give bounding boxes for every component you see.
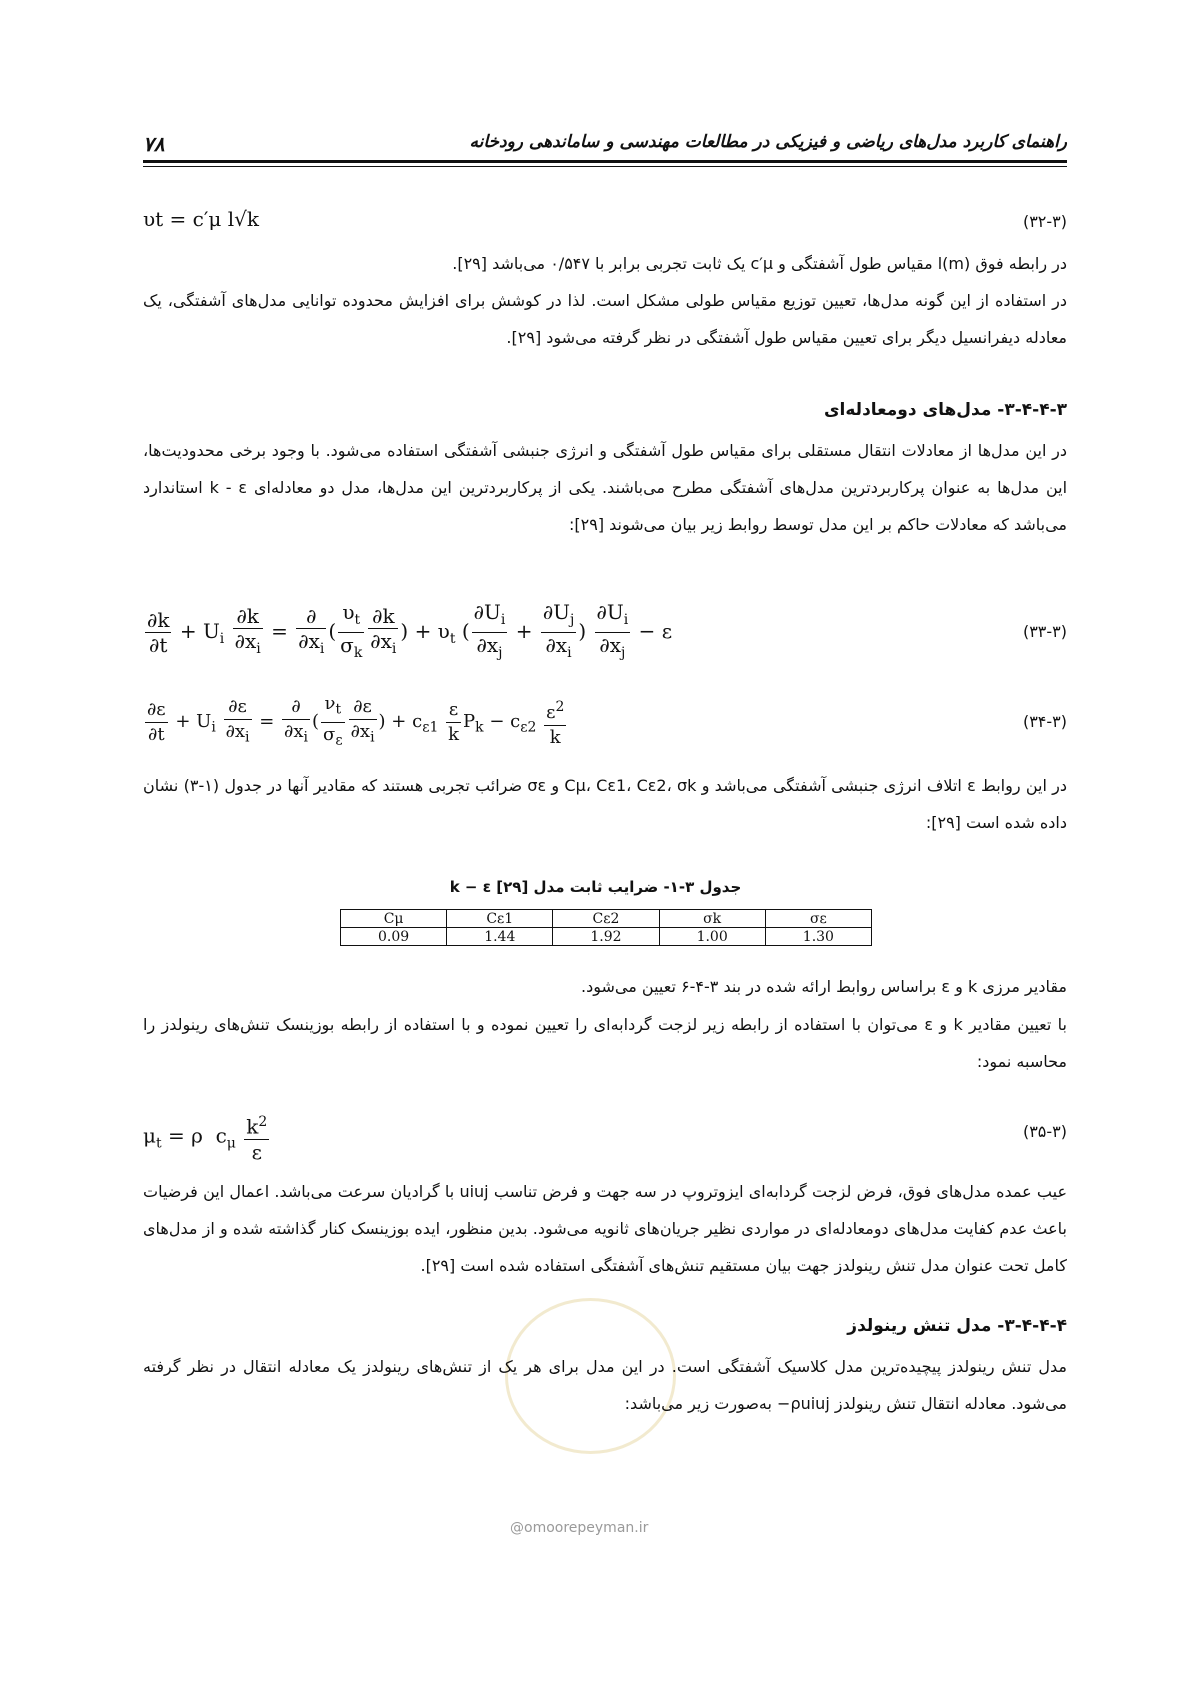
section-heading-reynolds-stress: ۳-۴-۴-۴- مدل تنش رینولدز bbox=[847, 1316, 1067, 1336]
table-caption: جدول ۳-۱- ضرایب ثابت مدل k − ε [۲۹] bbox=[449, 878, 742, 896]
table-cell: 1.44 bbox=[447, 928, 553, 946]
page-number: ۷۸ bbox=[143, 132, 165, 156]
paragraph-2: در استفاده از این گونه مدل‌ها، تعیین توزیع مقیاس طولی مشکل است. لذا در کوشش برای افزایش محدوده توانایی مدل‌های آشفتگی، یک معادله دیفرانسیل دیگر برای تعیین مقیاس طول آشفتگی در نظر گرفته می‌شود [۲۹]. bbox=[143, 291, 1067, 347]
watermark-url: @omoorepeyman.ir bbox=[510, 1520, 649, 1536]
table-cell: 1.00 bbox=[659, 928, 765, 946]
paragraph-3: در این مدل‌ها از معادلات انتقال مستقلی برای مقیاس طول آشفتگی و انرژی جنبشی آشفتگی استفاده می‌شود. با وجود برخی محدودیت‌ها، این مدل‌ها به عنوان پرکاربردترین مدل‌های آشفتگی مطرح می‌باشند. یکی از پرکاربردترین این مدل‌ها، مدل دو معادله‌ای k - ε استاندارد می‌باشد که معادلات حاکم بر این مدل توسط روابط زیر بیان می‌شوند [۲۹]: bbox=[143, 441, 1068, 534]
equation-35-number: (۳۵-۳) bbox=[1022, 1122, 1067, 1141]
table-header-cell: σε bbox=[765, 910, 871, 928]
equation-34-number: (۳۴-۳) bbox=[1022, 712, 1067, 731]
table-header-cell: Cμ bbox=[341, 910, 447, 928]
paragraph-1: در رابطه فوق l(m) مقیاس طول آشفتگی و c′μ یک ثابت تجربی برابر با ۰/۵۴۷ می‌باشد [۲۹]. bbox=[452, 254, 1067, 273]
table-row bbox=[341, 928, 872, 946]
table-cell: 0.09 bbox=[341, 928, 447, 946]
equation-33: $\frac{\partial k}{\partial t}$ + $U_i$ $\frac{\partial k}{\partial x_i}$ = $\frac{\partial}{\partial x_i}$ ( $\frac{\upsilon_t}{\sigma_k}$ $\frac{\partial k}{\partial x_i}$ ) + $\upsilon_t$ ( $\frac{\partial U_i}{\partial x_j}$ + $\frac{\partial U_j}{\partial x_i}$ ) $\frac{\partial U_i}{\partial x_j}$ − ε bbox=[147, 600, 673, 661]
coefficient-table bbox=[340, 909, 872, 946]
section-heading-two-equation: ۳-۴-۴-۳- مدل‌های دومعادله‌ای bbox=[823, 400, 1067, 420]
paragraph-4: در این روابط ε اتلاف انرژی جنبشی آشفتگی می‌باشد و Cμ، Cε1، Cε2، σk و σε ضرائب تجربی هستند که مقادیر آنها در جدول (۱-۳) نشان داده شده است [۲۹]: bbox=[143, 776, 1068, 832]
equation-34: $\frac{\partial\varepsilon}{\partial t}$ + $U_i$ $\frac{\partial\varepsilon}{\partial x_i}$ = $\frac{\partial}{\partial x_i}$ ( $\frac{\nu_t}{\sigma_\varepsilon}$ $\frac{\partial\varepsilon}{\partial x_i}$ ) + $c_{\varepsilon 1}$ $\frac{\varepsilon}{k}$ $P_k - c_{\varepsilon 2}$ $\frac{\varepsilon^2}{k}$ bbox=[147, 693, 565, 749]
paragraph-6: با تعیین مقادیر k و ε می‌توان با استفاده از رابطه زیر لزجت گردابه‌ای را تعیین نموده و با استفاده از رابطه بوزینسک تنش‌های رینولدز را محاسبه نمود: bbox=[143, 1015, 1067, 1071]
table-cell: 1.30 bbox=[765, 928, 871, 946]
equation-35: $\mu_t = \rho$ $c_\mu$ $\frac{k^2}{\varepsilon}$ bbox=[143, 1110, 271, 1164]
paragraph-5: مقادیر مرزی k و ε براساس روابط ارائه شده در بند ۳-۴-۶ تعیین می‌شود. bbox=[581, 977, 1067, 996]
table-header-cell: Cε1 bbox=[447, 910, 553, 928]
paragraph-8: مدل تنش رینولدز پیچیده‌ترین مدل کلاسیک آشفتگی است. در این مدل برای هر یک از تنش‌های رینولدز یک معادله انتقال در نظر گرفته می‌شود. معادله انتقال تنش رینولدز ρuiuj− به‌صورت زیر می‌باشد: bbox=[143, 1357, 1067, 1413]
equation-32-number: (۳۲-۳) bbox=[1022, 212, 1067, 231]
running-header: راهنمای کاربرد مدل‌های ریاضی و فیزیکی در مطالعات مهندسی و ساماندهی رودخانه bbox=[469, 132, 1067, 152]
table-header-cell: σk bbox=[659, 910, 765, 928]
table-header-row bbox=[341, 910, 872, 928]
table-cell: 1.92 bbox=[553, 928, 659, 946]
table-header-cell: Cε2 bbox=[553, 910, 659, 928]
equation-32: υt = c′μ l√k bbox=[143, 207, 260, 231]
header-rule-thin bbox=[143, 166, 1067, 167]
paragraph-7: عیب عمده مدل‌های فوق، فرض لزجت گردابه‌ای ایزوتروپ در سه جهت و فرض تناسب uiuj با گرادیان سرعت می‌باشد. اعمال این فرضیات باعث عدم کفایت مدل‌های دومعادله‌ای در مواردی نظیر جریان‌های ثانویه می‌شود. بدین منظور، ایده بوزینسک کنار گذاشته شده و از مدل‌های کامل تحت عنوان مدل تنش رینولدز جهت بیان مستقیم تنش‌های آشفتگی استفاده شده است [۲۹]. bbox=[143, 1182, 1067, 1275]
header-rule-thick bbox=[143, 160, 1067, 163]
equation-33-number: (۳۳-۳) bbox=[1022, 622, 1067, 641]
